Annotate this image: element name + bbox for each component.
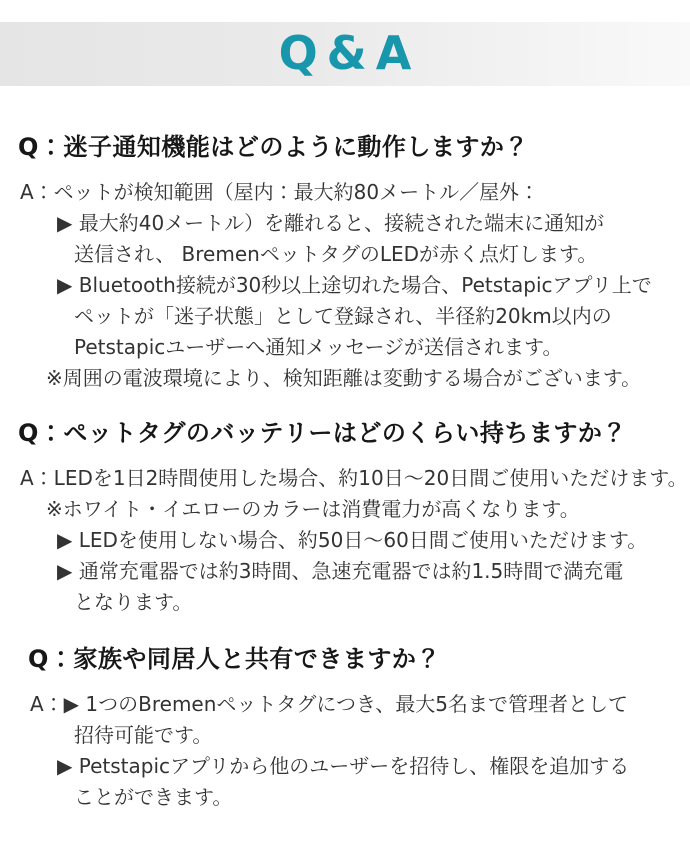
answer-block xyxy=(18,689,690,813)
answer-line: A：LEDを1日2時間使用した場合、約10日〜20日間ご使用いただけます。 xyxy=(20,466,688,490)
qa-section xyxy=(18,416,690,618)
continuation-line: 招待可能です。 xyxy=(74,723,213,747)
note-line: ※周囲の電波環境により、検知距離は変動する場合がございます。 xyxy=(46,366,642,390)
question-heading: Q：家族や同居人と共有できますか？ xyxy=(28,645,441,673)
note-line: ※ホワイト・イエローのカラーは消費電力が高くなります。 xyxy=(46,497,580,521)
qa-section xyxy=(18,642,690,813)
page-title: Q&A xyxy=(278,26,421,80)
bullet-line: ▶ 通常充電器では約3時間、急速充電器では約1.5時間で満充電 xyxy=(57,559,624,583)
question-heading: Q：ペットタグのバッテリーはどのくらい持ちますか？ xyxy=(18,419,627,447)
bullet-line: ▶ Petstapicアプリから他のユーザーを招待し、権限を追加する xyxy=(57,754,630,778)
faq-content xyxy=(0,86,690,813)
qa-section xyxy=(18,130,690,394)
continuation-line: Petstapicユーザーへ通知メッセージが送信されます。 xyxy=(74,335,563,359)
continuation-line: ペットが「迷子状態」として登録され、半径約20km以内の xyxy=(74,304,612,328)
answer-block xyxy=(18,177,690,394)
question-heading: Q：迷子通知機能はどのように動作しますか？ xyxy=(18,133,529,161)
bullet-line: ▶ LEDを使用しない場合、約50日〜60日間ご使用いただけます。 xyxy=(57,528,648,552)
bullet-line: ▶ 最大約40メートル）を離れると、接続された端末に通知が xyxy=(57,211,605,235)
qa-header-bar xyxy=(0,22,690,86)
bullet-line: ▶ Bluetooth接続が30秒以上途切れた場合、Petstapicアプリ上で xyxy=(57,273,652,297)
answer-block xyxy=(18,463,690,618)
continuation-line: 送信され、 BremenペットタグのLEDが赤く点灯します。 xyxy=(74,242,598,266)
continuation-line: となります。 xyxy=(74,590,193,614)
answer-line: A：▶ 1つのBremenペットタグにつき、最大5名まで管理者として xyxy=(30,692,628,716)
answer-line: A：ペットが検知範囲（屋内：最大約80メートル／屋外： xyxy=(20,180,540,204)
continuation-line: ことができます。 xyxy=(74,785,233,809)
